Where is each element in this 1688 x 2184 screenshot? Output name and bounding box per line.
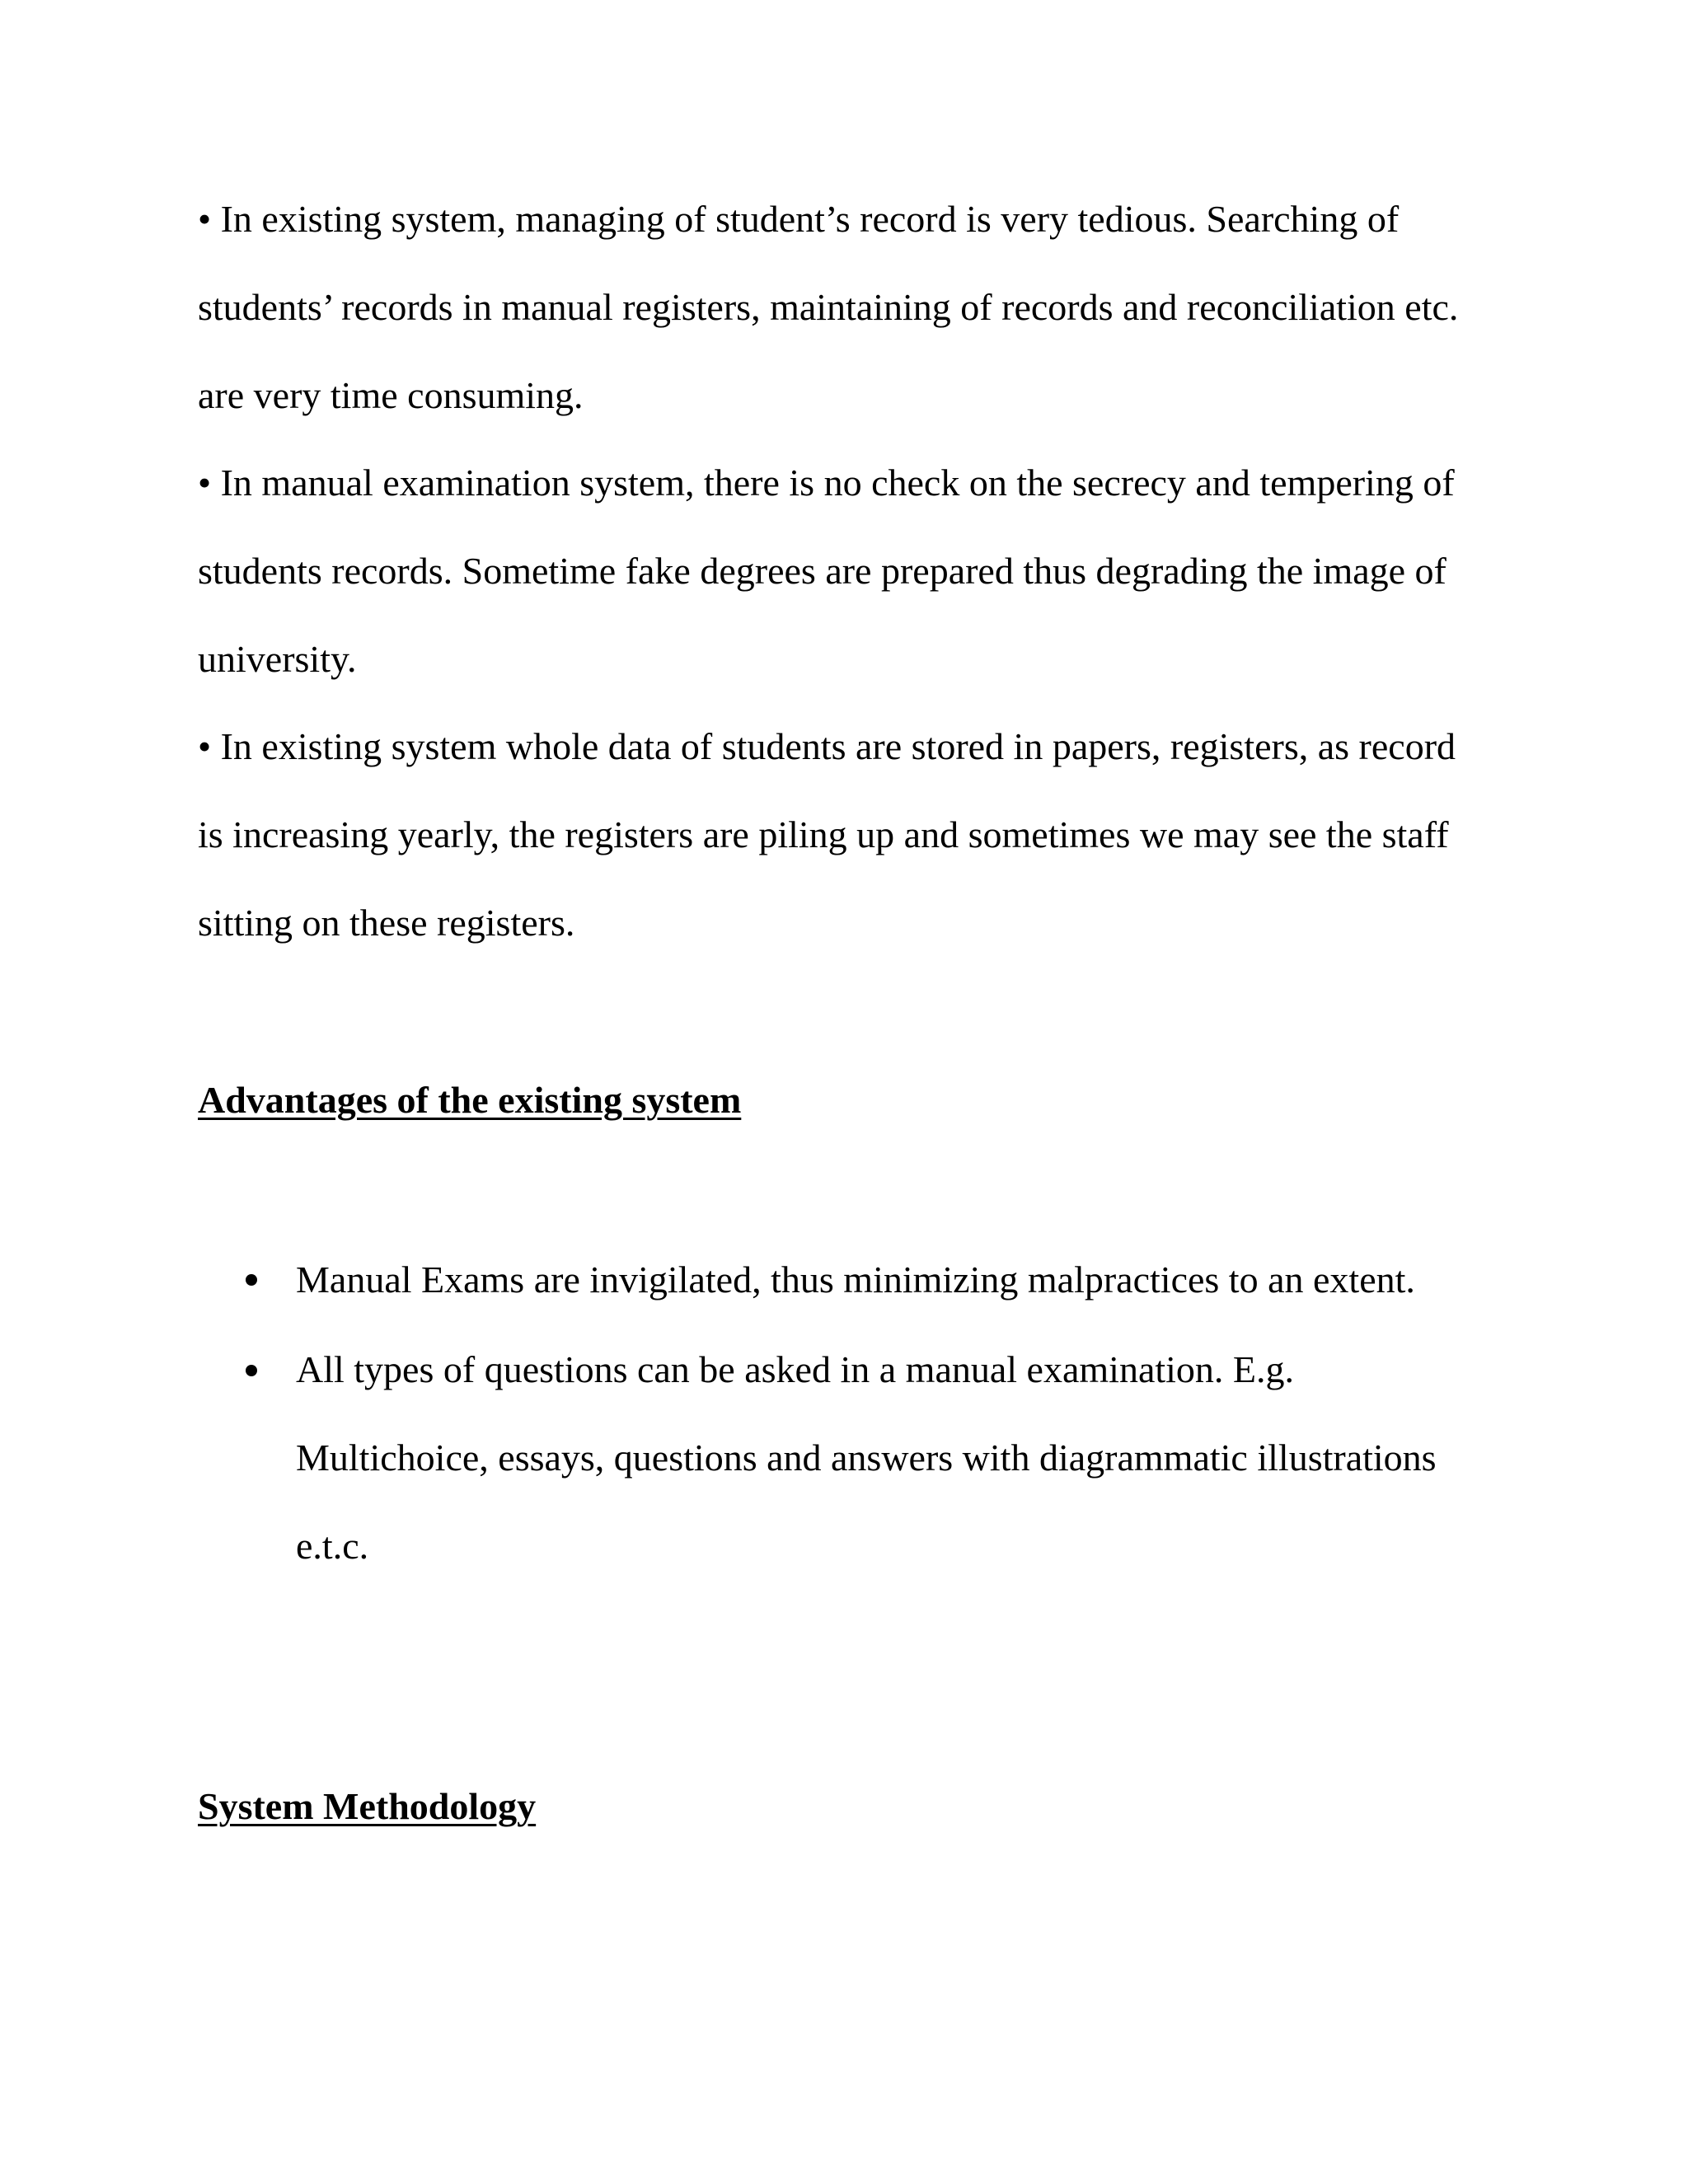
advantages-heading: Advantages of the existing system <box>198 1079 742 1121</box>
paragraph-line: students records. Sometime fake degrees are prepared thus degrading the image of <box>198 550 1447 592</box>
paragraph-line: • In existing system whole data of students are stored in papers, registers, as record <box>198 725 1456 767</box>
list-item-line: Multichoice, essays, questions and answers with diagrammatic illustrations <box>296 1436 1437 1479</box>
list-item-line: Manual Exams are invigilated, thus minimizing malpractices to an extent. <box>296 1258 1415 1301</box>
bullet-icon <box>246 1274 257 1286</box>
paragraph-line: university. <box>198 638 357 680</box>
paragraph-line: students’ records in manual registers, maintaining of records and reconciliation etc. <box>198 286 1459 328</box>
list-item-line: e.t.c. <box>296 1525 369 1567</box>
paragraph-line: sitting on these registers. <box>198 902 575 944</box>
methodology-heading: System Methodology <box>198 1785 537 1827</box>
paragraph-line: • In manual examination system, there is no check on the secrecy and tempering of <box>198 462 1455 504</box>
paragraph-line: is increasing yearly, the registers are piling up and sometimes we may see the staff <box>198 813 1449 855</box>
list-item-line: All types of questions can be asked in a manual examination. E.g. <box>296 1348 1295 1390</box>
paragraph-line: • In existing system, managing of student’s record is very tedious. Searching of <box>198 198 1400 240</box>
paragraph-line: are very time consuming. <box>198 374 584 416</box>
bullet-icon <box>246 1365 257 1376</box>
